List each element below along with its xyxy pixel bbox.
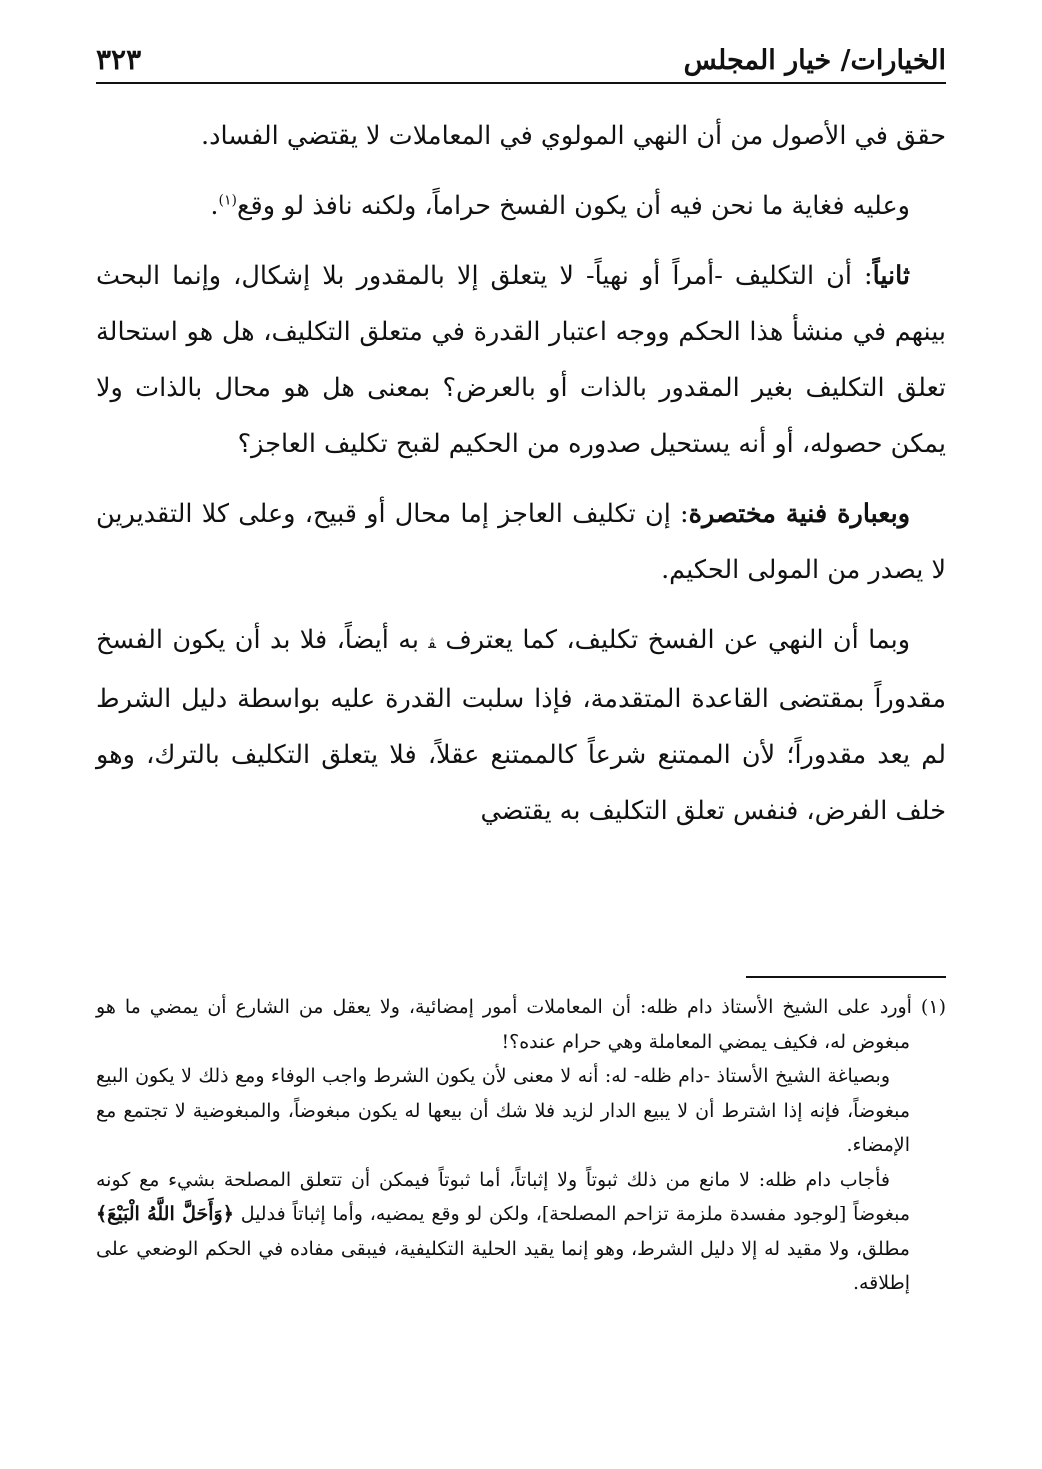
footnote-1-continued: وبصياغة الشيخ الأستاذ -دام ظله- له: أنه لا معنى لأن يكون الشرط واجب الوفاء ومع ذلك لا يكون البيع مبغوضاً، فإنه إذا اشترط أن لا يبيع الدار لزيد فلا شك أن بيعها له يكون مبغوضاً، والمبغوضية لا تجتمع مع الإمضاء. (96, 1065, 910, 1156)
paragraph-3 (96, 248, 946, 472)
paragraph-2-end: . (210, 191, 219, 221)
paragraph-4 (96, 486, 946, 598)
paragraph-5 (96, 612, 946, 839)
footnote-1-answer (96, 1163, 946, 1301)
paragraph-4-lead: وبعبارة فنية مختصرة (688, 499, 911, 529)
paragraph-1: حقق في الأصول من أن النهي المولوي في المعاملات لا يقتضي الفساد. (201, 121, 946, 151)
paragraph-3-text: : أن التكليف -أمراً أو نهياً- لا يتعلق إلا بالمقدور بلا إشكال، وإنما البحث بينهم في منشأ هذا الحكم ووجه اعتبار القدرة في متعلق التكليف، هل هو استحالة تعلق التكليف بغير المقدور بالذات أو بالعرض؟ بمعنى هل هو محال بالذات ولا يمكن حصوله، أو أنه يستحيل صدوره من الحكيم لقبح تكليف العاجز؟ (96, 261, 946, 459)
footnote-1: (١) أورد على الشيخ الأستاذ دام ظله: أن المعاملات أمور إمضائية، ولا يعقل من الشارع أن يمضي ما هو مبغوض له، فكيف يمضي المعاملة وهي حرام عنده؟! (96, 996, 946, 1053)
paragraph-5-before: وبما أن النهي عن الفسخ تكليف، كما يعترف (435, 625, 911, 655)
paragraph-3-lead: ثانياً (872, 261, 910, 291)
footnote-reference: (١) (218, 192, 237, 209)
quran-quote: ﴿وَأَحَلَّ اللَّهُ الْبَيْعَ﴾ (96, 1203, 234, 1225)
footnote-answer-after: مطلق، ولا مقيد له إلا دليل الشرط، وهو إنما يقيد الحلية التكليفية، فيبقى مفاده في الحكم الوضعي على إطلاقه. (96, 1237, 910, 1294)
paragraph-5-after: به أيضاً، فلا بد أن يكون الفسخ مقدوراً بمقتضى القاعدة المتقدمة، فإذا سلبت القدرة عليه بواسطة دليل الشرط لم يعد مقدوراً؛ لأن الممتنع شرعاً كالممتنع عقلاً، فلا يتعلق التكليف بالترك، وهو خلف الفرض، فنفس تعلق التكليف به يقتضي (96, 625, 946, 826)
footnote-separator (746, 976, 946, 978)
main-text (96, 108, 946, 839)
paragraph-2-text: وعليه فغاية ما نحن فيه أن يكون الفسخ حراماً، ولكنه نافذ لو وقع (236, 191, 910, 221)
honorific-symbol: ﭭ (428, 634, 436, 652)
page-number: ٣٢٣ (96, 43, 142, 76)
footnote-answer-before: فأجاب دام ظله: لا مانع من ذلك ثبوتاً ولا إثباتاً، أما ثبوتاً فيمكن أن تتعلق المصلحة بشيء مع كونه مبغوضاً [لوجود مفسدة ملزمة تزاحم المصلحة]، ولكن لو وقع يمضيه، وأما إثباتاً فدليل (96, 1168, 910, 1225)
footnotes (96, 990, 946, 1301)
paragraph-2 (96, 178, 946, 234)
paragraph-4-text: : إن تكليف العاجز إما محال أو قبيح، وعلى كلا التقديرين لا يصدر من المولى الحكيم. (96, 499, 946, 585)
running-title: الخيارات/ خيار المجلس (683, 45, 946, 76)
running-header (96, 38, 946, 84)
